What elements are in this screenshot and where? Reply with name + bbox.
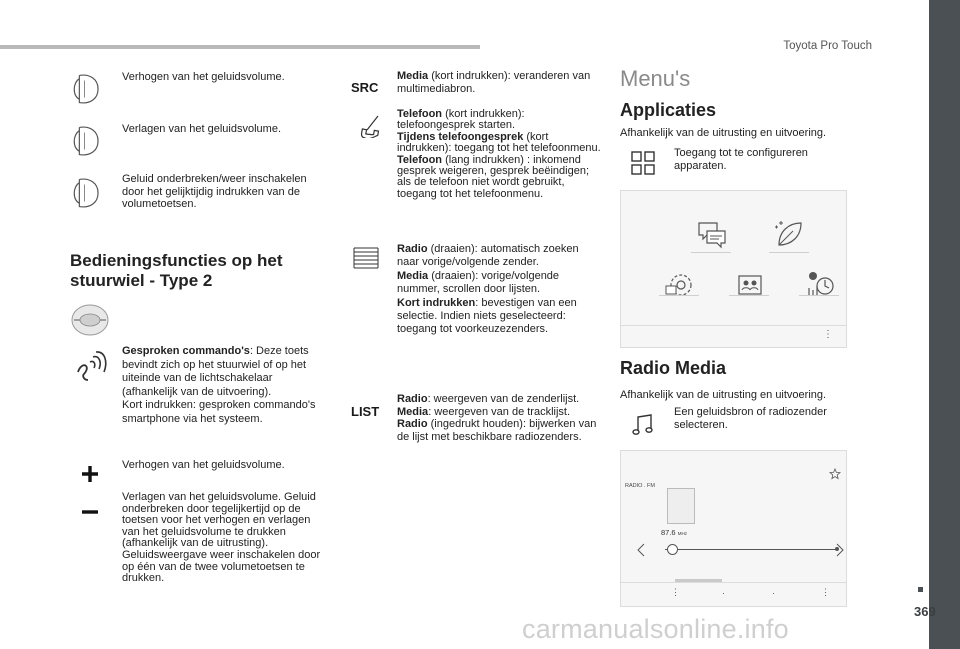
mute-paddle-icon [70, 176, 104, 210]
music-note-icon [631, 413, 655, 437]
list-label: LIST [351, 404, 380, 419]
volume-down-paddle-icon [70, 124, 104, 158]
radio-screen [620, 450, 847, 607]
list-text: Radio: weergeven van de zenderlijst. Media: weergeven van de tracklijst. Radio (ingedrukt houden): bijwerken van de lijst met beschikbare radiozenders. [397, 393, 597, 443]
menus-title: Menu's [620, 66, 691, 91]
section-title-steering: Bedieningsfuncties op het stuurwiel - Type 2 [70, 251, 283, 290]
volume-up-paddle-icon [70, 72, 104, 106]
radio-media-title: Radio Media [620, 358, 727, 378]
plus-icon [80, 464, 100, 484]
radio-menu-dots-4[interactable]: ⋮ [821, 587, 830, 597]
radio-menu-dot-2[interactable]: · [722, 588, 725, 598]
vehicle-settings-app-icon[interactable] [805, 268, 839, 302]
eco-app-icon[interactable] [771, 217, 805, 251]
minus-text: Verlagen van het geluidsvolume. Geluid onderbreken door tegelijkertijd op de toetsen voor het verhogen en verlagen van het geluidsvolume te drukken (afhankelijk van de uitrusting). Geluidsweergave weer inschakelen door op één van de twee volumetoetsen te drukken. [122, 491, 321, 585]
page-number: 369 [914, 604, 936, 619]
page-header-title: Toyota Pro Touch [783, 40, 872, 52]
radio-menu-dot-3[interactable]: · [772, 588, 775, 598]
phone-icon [356, 112, 382, 138]
apps-dependency: Afhankelijk van de uitrusting en uitvoering. [620, 127, 827, 139]
voice-command-text [122, 345, 317, 426]
apps-screen [620, 190, 847, 348]
volume-down-text: Verlagen van het geluidsvolume. [122, 123, 281, 135]
radio-menu-dots-1[interactable]: ⋮ [671, 587, 680, 597]
radio-wheel-icon [352, 246, 380, 270]
voice-command-desc: : Deze toets bevindt zich op het stuurwiel of op het uiteinde van de lichtschakelaar (afhankelijk van de uitvoering). [122, 345, 309, 398]
radio-dependency: Afhankelijk van de uitrusting en uitvoering. [620, 389, 827, 401]
radio-band-label: RADIO . FM [625, 483, 655, 489]
voice-command-icon [74, 350, 108, 384]
steering-wheel-icon [70, 303, 110, 337]
voice-command-bold: Gesproken commando's [122, 345, 250, 357]
mute-text: Geluid onderbreken/weer inschakelen door het gelijktijdig indrukken van de volumetoetsen. [122, 173, 307, 211]
frequency-slider-handle[interactable] [667, 544, 678, 555]
station-artwork [667, 488, 695, 524]
header-rule [0, 45, 480, 49]
frequency-slider-track[interactable] [665, 549, 837, 550]
page-marker [918, 587, 923, 592]
apps-title: Applicaties [620, 100, 717, 120]
volume-up-text: Verhogen van het geluidsvolume. [122, 71, 285, 83]
chevron-left-icon[interactable] [636, 543, 646, 557]
minus-icon [80, 504, 100, 514]
src-label: SRC [351, 80, 379, 95]
radio-text: Een geluidsbron of radiozender selecteren. [674, 406, 827, 431]
side-tab [929, 0, 960, 649]
sms-app-icon[interactable] [695, 217, 729, 251]
more-options-icon[interactable]: ⋮ [823, 329, 833, 340]
favorite-star-icon[interactable] [829, 467, 841, 479]
plus-text: Verhogen van het geluidsvolume. [122, 459, 285, 471]
voice-command-desc2: Kort indrukken: gesproken commando's smartphone via het systeem. [122, 399, 316, 425]
chevron-right-icon[interactable] [835, 543, 845, 557]
src-text: Media (kort indrukken): veranderen van multimediabron. [397, 70, 591, 95]
apps-grid-icon [630, 150, 656, 176]
watermark: carmanualsonline.info [522, 614, 789, 644]
phone-text: Telefoon (kort indrukken): telefoongesprek starten. Tijdens telefoongesprek (kort indrukken): toegang tot het telefoonmenu. Telefoon (lang indrukken) : inkomend gesprek weigeren, gesprek beëindigen; als de telefoon niet wordt gebruikt, toegang tot het telefoonmenu. [397, 108, 601, 200]
settings-app-icon[interactable] [663, 268, 697, 302]
radio-frequency: 87.6 MHz [661, 528, 687, 537]
radio-wheel-text: Radio (draaien): automatisch zoeken naar vorige/volgende zender. Media (draaien): vorige/volgende nummer, scrollen door lijsten. Kort indrukken: bevestigen van een selectie. Indien niets geselecteerd: toegang tot voorkeuzezenders. [397, 243, 579, 336]
contacts-app-icon[interactable] [733, 268, 767, 302]
apps-text: Toegang tot te configureren apparaten. [674, 147, 808, 172]
